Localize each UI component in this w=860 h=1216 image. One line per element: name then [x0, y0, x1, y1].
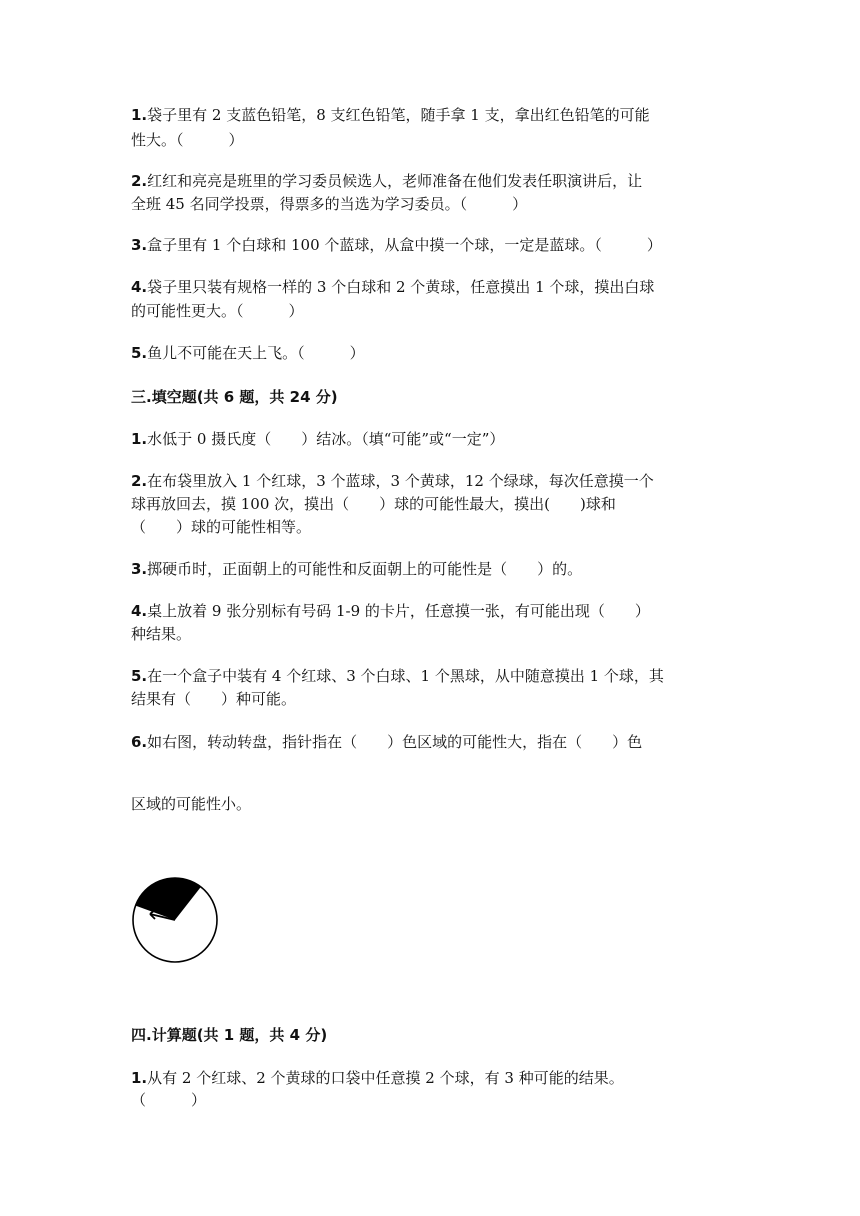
judge-q3-line1: 3.盒子里有 1 个白球和 100 个蓝球，从盒中摸一个球，一定是蓝球。（ ） — [131, 236, 662, 254]
question-number: 6. — [131, 733, 148, 751]
spinner-figure — [130, 875, 220, 965]
judge-q2-line2: 全班 45 名同学投票，得票多的当选为学习委员。（ ） — [131, 195, 528, 213]
judge-q2-line1: 2.红红和亮亮是班里的学习委员候选人，老师准备在他们发表任职演讲后，让 — [131, 172, 643, 190]
question-number: 4. — [131, 278, 148, 296]
fill-q4-line1: 4.桌上放着 9 张分别标有号码 1-9 的卡片，任意摸一张，有可能出现（ ） — [131, 602, 650, 620]
fill-q2-line1: 2.在布袋里放入 1 个红球，3 个蓝球，3 个黄球，12 个绿球，每次任意摸一个 — [131, 472, 654, 490]
fill-q5-line2: 结果有（ ）种可能。 — [131, 690, 297, 708]
fill-q6-line1: 6.如右图，转动转盘，指针指在（ ）色区域的可能性大，指在（ ）色 — [131, 733, 643, 751]
question-number: 1. — [131, 1069, 148, 1087]
question-number: 4. — [131, 602, 148, 620]
fill-q2-line2: 球再放回去，摸 100 次，摸出（ ）球的可能性最大，摸出( )球和 — [131, 495, 616, 513]
fill-q6-line2: 区域的可能性小。 — [131, 795, 252, 813]
calc-q1-line1: 1.从有 2 个红球、2 个黄球的口袋中任意摸 2 个球，有 3 种可能的结果。 — [131, 1069, 624, 1087]
fill-q3-line1: 3.掷硬币时，正面朝上的可能性和反面朝上的可能性是（ ）的。 — [131, 560, 583, 578]
judge-q5-line1: 5.鱼儿不可能在天上飞。（ ） — [131, 344, 365, 362]
section-heading-calc: 四.计算题(共 1 题，共 4 分) — [131, 1026, 328, 1044]
judge-q1-line2: 性大。（ ） — [131, 131, 244, 149]
question-number: 2. — [131, 472, 148, 490]
judge-q4-line1: 4.袋子里只装有规格一样的 3 个白球和 2 个黄球，任意摸出 1 个球，摸出白球 — [131, 278, 655, 296]
calc-q1-line2: （ ） — [131, 1091, 207, 1109]
fill-q1-line1: 1.水低于 0 摄氏度（ ）结冰。（填“可能”或“一定”） — [131, 430, 505, 448]
judge-q1-line1: 1.袋子里有 2 支蓝色铅笔，8 支红色铅笔，随手拿 1 支，拿出红色铅笔的可能 — [131, 106, 650, 124]
fill-q2-line3: （ ）球的可能性相等。 — [131, 518, 312, 536]
section-heading-fill: 三.填空题(共 6 题，共 24 分) — [131, 388, 338, 406]
fill-q5-line1: 5.在一个盒子中装有 4 个红球、3 个白球、1 个黑球，从中随意摸出 1 个球，其 — [131, 667, 664, 685]
fill-q4-line2: 种结果。 — [131, 625, 192, 643]
question-number: 3. — [131, 236, 148, 254]
question-number: 1. — [131, 430, 148, 448]
judge-q4-line2: 的可能性更大。（ ） — [131, 302, 304, 320]
question-number: 5. — [131, 667, 148, 685]
question-number: 5. — [131, 344, 148, 362]
question-number: 2. — [131, 172, 148, 190]
question-number: 3. — [131, 560, 148, 578]
question-number: 1. — [131, 106, 148, 124]
